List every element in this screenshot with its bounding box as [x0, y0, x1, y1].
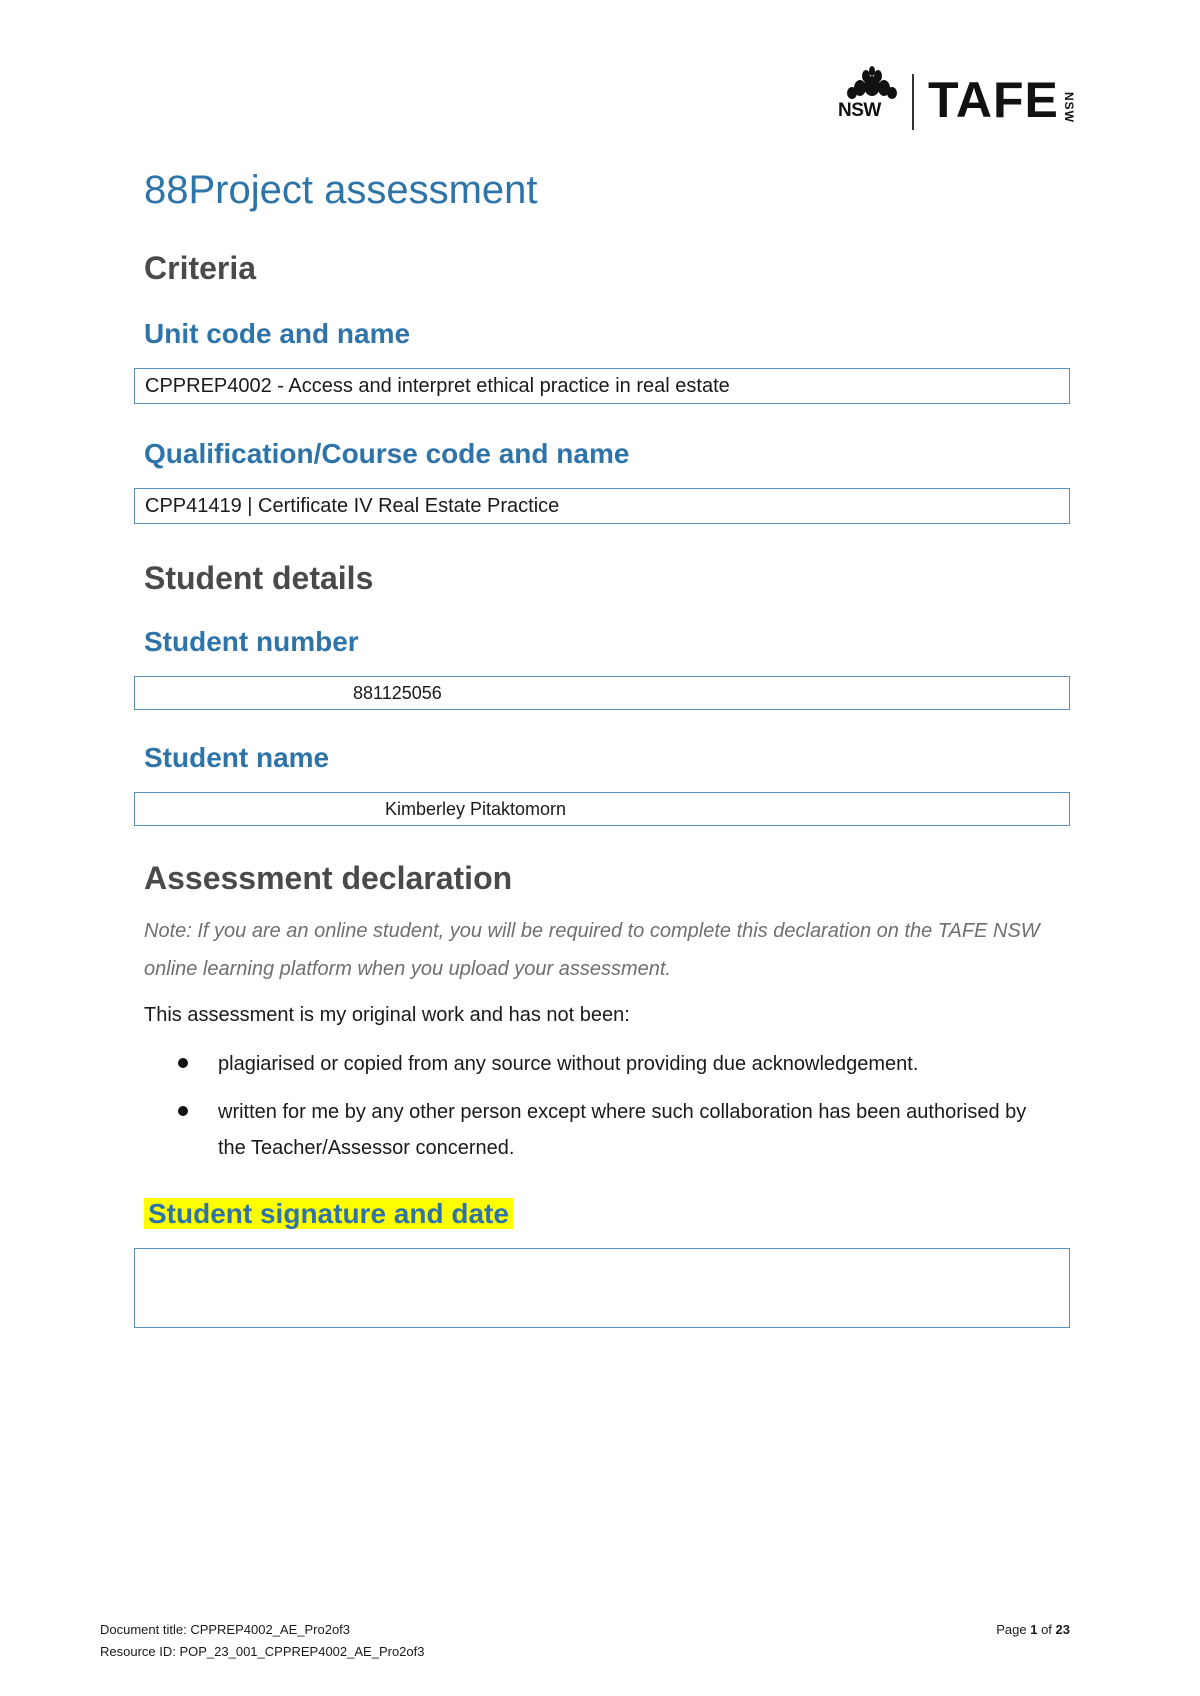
tafe-wordmark: TAFE: [928, 72, 1059, 128]
page-label: Page: [996, 1622, 1027, 1637]
student-name-value: Kimberley Pitaktomorn: [385, 798, 567, 819]
signature-heading-text: Student signature and date: [144, 1198, 513, 1229]
student-name-heading: Student name: [144, 742, 330, 773]
qualification-value: CPP41419 | Certificate IV Real Estate Practice: [145, 494, 560, 517]
unit-heading: Unit code and name: [144, 318, 411, 349]
waratah-icon: [842, 66, 902, 102]
page-title: 88Project assessment: [144, 168, 538, 212]
page-current: 1: [1030, 1622, 1038, 1637]
qualification-field[interactable]: [134, 488, 1070, 524]
unit-field[interactable]: [134, 368, 1070, 404]
bullet-icon: [178, 1106, 188, 1116]
tafe-nsw-suffix: NSW: [1062, 92, 1076, 123]
student-number-value: 881125056: [353, 682, 442, 703]
footer-page-number: [996, 1622, 1070, 1637]
declaration-intro: This assessment is my original work and has not been:: [144, 1004, 630, 1026]
list-item: [178, 1094, 1058, 1166]
declaration-item-text: written for me by any other person except where such collaboration has been authorised by the Teacher/Assessor concerned.: [218, 1101, 1027, 1159]
student-number-field[interactable]: [134, 676, 1070, 710]
page-total: 23: [1055, 1622, 1070, 1637]
bullet-icon: [178, 1058, 188, 1068]
logo-divider: [912, 74, 914, 130]
tafe-nsw-logo: [838, 66, 1100, 134]
unit-value: CPPREP4002 - Access and interpret ethical practice in real estate: [145, 374, 730, 397]
student-number-heading: Student number: [144, 626, 359, 657]
list-item: [178, 1046, 1058, 1082]
criteria-heading: Criteria: [144, 250, 257, 286]
footer-resource-id: Resource ID: POP_23_001_CPPREP4002_AE_Pro2of3: [100, 1644, 425, 1659]
declaration-note: Note: If you are an online student, you will be required to complete this declaration on the TAFE NSW online learning platform when you upload your assessment.: [144, 920, 1040, 980]
declaration-heading: Assessment declaration: [144, 860, 513, 896]
signature-field[interactable]: [134, 1248, 1070, 1328]
signature-heading: [144, 1198, 513, 1230]
declaration-item-text: plagiarised or copied from any source without providing due acknowledgement.: [218, 1053, 919, 1075]
page-of: of: [1041, 1622, 1052, 1637]
nsw-gov-label: NSW: [838, 100, 881, 121]
student-name-field[interactable]: [134, 792, 1070, 826]
declaration-list: [178, 1046, 1058, 1178]
footer-document-title: Document title: CPPREP4002_AE_Pro2of3: [100, 1622, 351, 1637]
qualification-heading: Qualification/Course code and name: [144, 438, 630, 469]
student-details-heading: Student details: [144, 560, 374, 596]
